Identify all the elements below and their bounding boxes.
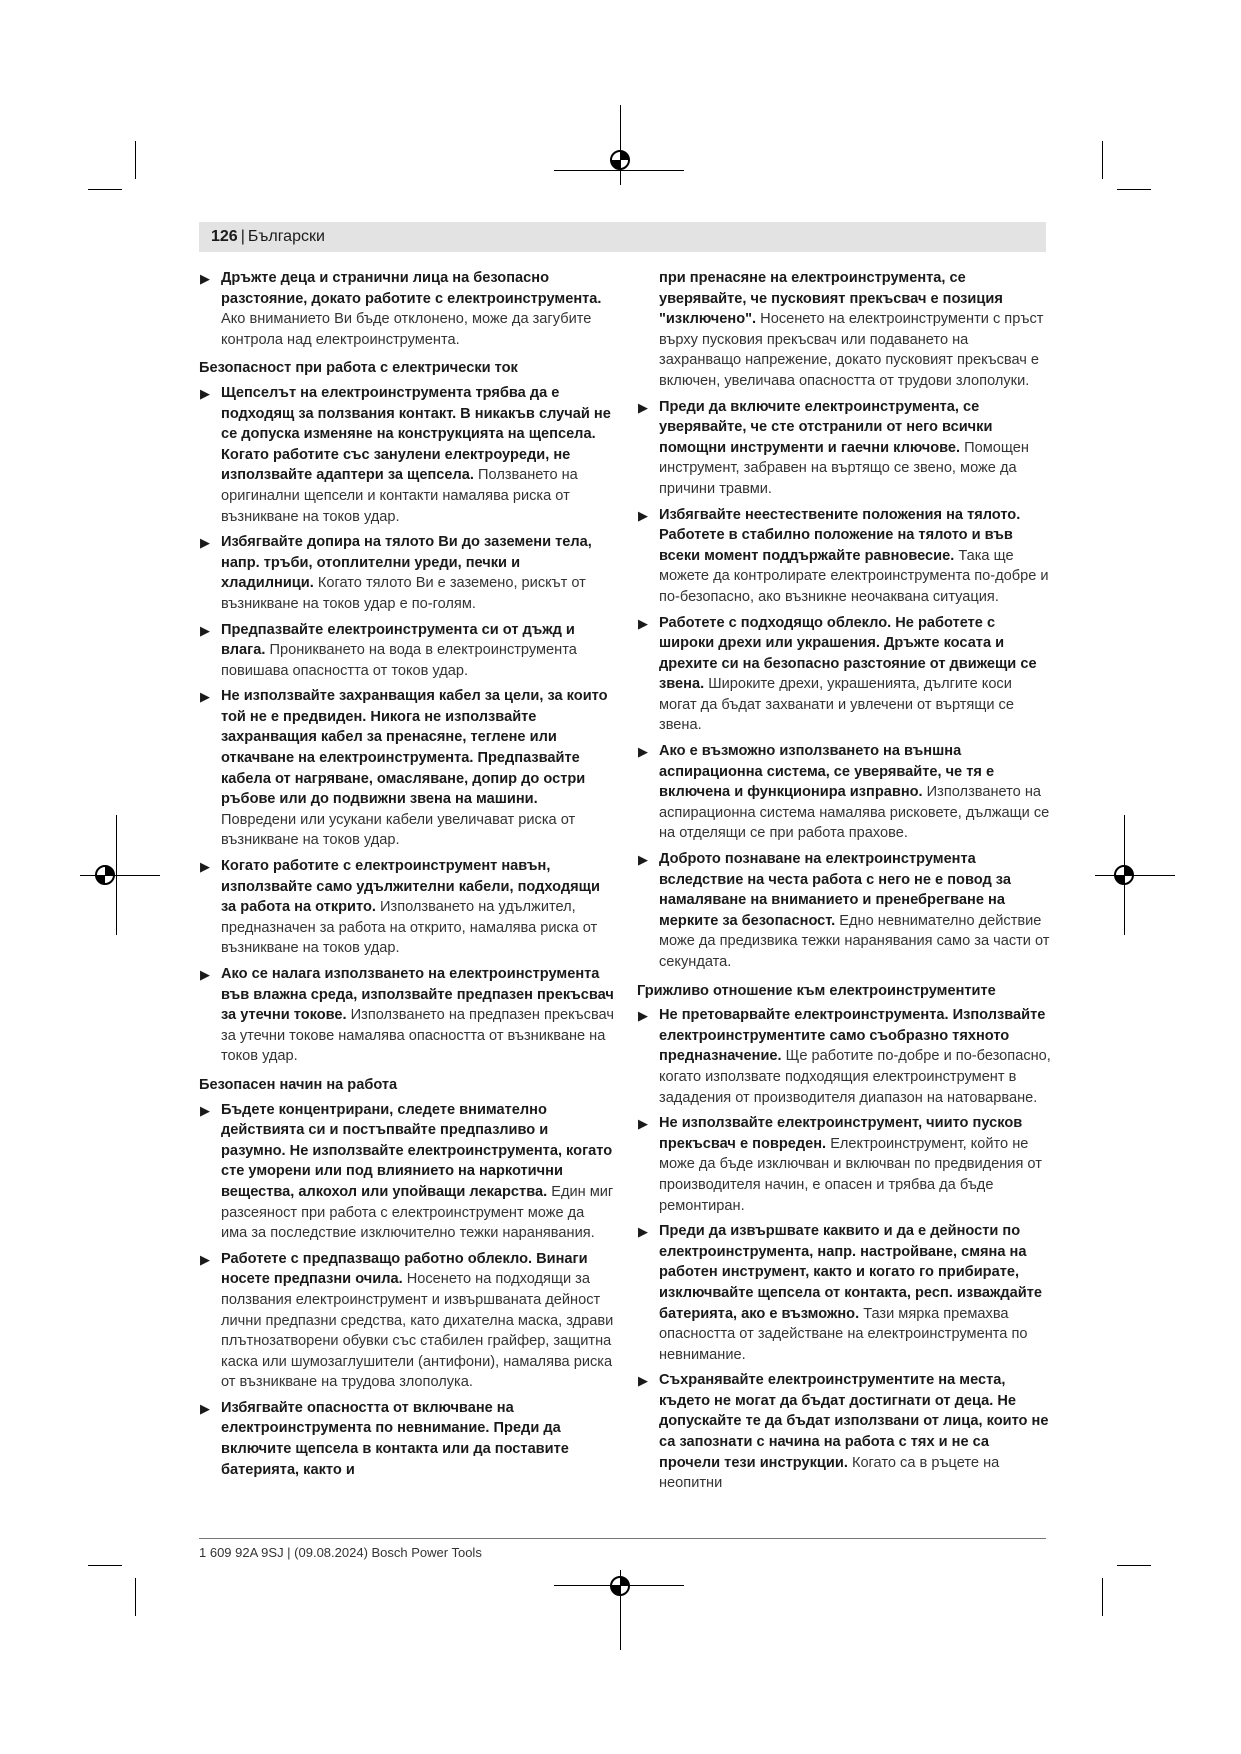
item-bold-text: Преди да включите електроинструмента, се уверявайте, че сте отстранили от него всички помощни инструменти и гаечни ключове. [659,398,993,456]
item-text: Носенето на подходящи за ползвания електроинструмент и извършваната дейност лични предпазни средства, като дихателна маска, здрави плътнозатворени обувки със стабилен грайфер, защитна каска или шумозаглушители (антифони), намалява риска от възникване на трудова злополука. [221,1271,614,1391]
item-text: Използването на аспирационна система намалява рисковете, дължащи се на отделящи се при работа прахове. [659,784,1050,842]
left-column [199,268,614,1485]
list-item [637,849,1052,973]
crop-mark [1117,189,1151,190]
bullet-arrow-icon: ▶ [200,535,210,551]
item-text: Ако вниманието Ви бъде отклонено, може да загубите контрола над електроинструмента. [221,311,592,348]
bullet-arrow-icon: ▶ [200,1400,210,1416]
bullet-arrow-icon: ▶ [200,859,210,875]
bullet-arrow-icon: ▶ [200,1251,210,1267]
item-bold-text: Съхранявайте електроинструментите на места, където не могат да бъдат достигнати от деца. Не допускайте те да бъдат използвани от лица, които не са запознати с начина на работа с тях и не са прочели тези инструкции. [659,1372,1049,1471]
item-bold-text: Работете с подходящо облекло. Не работете с широки дрехи или украшения. Дръжте косата и дрехите си на безопасно разстояние от движещи се звена. [659,614,1037,693]
item-text: Когато са в ръцете на неопитни [659,1454,1000,1492]
registration-line [620,105,621,185]
item-bold-text: Не претоварвайте електроинструмента. Използвайте електроинструментите само съобразно тяхното предназначение. [659,1007,1046,1065]
item-text: Така ще можете да контролирате електроинструмента по-добре и по-безопасно, ако възникне неочаквана ситуация. [659,547,1049,605]
list-item [199,1249,614,1393]
item-text: Ползването на оригинални щепсели и контакти намалява риска от възникване на токов удар. [221,467,578,525]
item-text: Ще работите по-добре и по-безопасно, когато използвате подходящия електроинструмент в зададения от производителя диапазон на натоварване. [659,1048,1051,1106]
item-text: Помощен инструмент, забравен на въртящо се звено, може да причини травми. [659,439,1029,497]
crop-mark [135,141,136,179]
section-title: Безопасност при работа с електрически ток [199,360,518,377]
registration-target-icon [609,149,631,171]
registration-target-icon [1113,864,1135,886]
item-text: Широките дрехи, украшенията, дългите коси могат да бъдат захванати и увлечени от въртящи се звена. [659,676,1014,734]
bullet-arrow-icon: ▶ [200,967,210,982]
item-text: Носенето на електроинструменти с пръст върху пусковия прекъсвач или подаването на захранващо напрежение, докато пусковият прекъсвач е включен, увеличава опасността от трудови злополуки. [659,311,1044,389]
item-text: Използването на удължител, предназначен за работа на открито, намалява риска от възникване на токов удар. [221,899,598,957]
header-separator: | [240,228,245,245]
list-item [199,1398,614,1480]
item-text: Един миг разсеяност при работа с електроинструмент може да има за последствие изключително тежки наранявания. [221,1183,614,1242]
header-language: Български [247,228,325,245]
item-bold-text: при пренасяне на електроинструмента, се уверявайте, че пусковият прекъсвач е позиция "изключено". [659,270,1003,328]
section-title: Безопасен начин на работа [199,1076,398,1093]
crop-mark [1102,1578,1103,1616]
crop-mark [88,1565,122,1566]
bullet-arrow-icon: ▶ [638,615,648,631]
item-bold-text: Бъдете концентрирани, следете внимателно действията си и постъпвайте предпазливо и разумно. Не използвайте електроинструмента, когато сте уморени или под влиянието на наркотични вещества, алкохол или упойващи лекарства. [221,1101,613,1200]
item-bold-text: Преди да извършвате каквито и да е дейности по електроинструмента, напр. настройване, смяна на работен инструмент, както и когато го прибирате, изключвайте щепсела от контакта, респ. изваждайте батерията, ако е възможно. [659,1223,1042,1322]
bullet-arrow-icon: ▶ [638,744,648,760]
list-item [637,1370,1052,1494]
registration-line [80,875,160,876]
list-item [637,1221,1052,1365]
list-item [637,1113,1052,1216]
list-item [199,383,614,527]
bullet-arrow-icon: ▶ [200,271,210,286]
list-item [637,397,1052,500]
registration-target-icon [94,864,116,886]
list-item [199,686,614,851]
item-bold-text: Когато работите с електроинструмент навън, използвайте само удължителни кабели, подходящи за работа на открито. [221,858,600,916]
crop-mark [88,189,122,190]
item-text: Използването на предпазен прекъсвач за утечни токове намалява опасността от възникване на токов удар. [221,1007,614,1065]
list-item [637,741,1052,844]
list-item [637,1005,1052,1108]
item-bold-text: Не използвайте електроинструмент, чиито пусков прекъсвач е повреден. [659,1115,1023,1152]
bullet-arrow-icon: ▶ [638,399,648,415]
list-item [199,268,614,350]
list-item [199,532,614,614]
list-item [199,620,614,682]
section-title: Грижливо отношение към електроинструментите [637,982,996,999]
crop-mark [135,1578,136,1616]
page-number: 126 [211,228,238,245]
continued-paragraph [637,268,1052,392]
bullet-arrow-icon: ▶ [638,1224,648,1240]
registration-line [1095,875,1175,876]
bullet-arrow-icon: ▶ [200,1102,210,1118]
bullet-arrow-icon: ▶ [200,385,210,401]
bullet-arrow-icon: ▶ [638,1373,648,1389]
item-bold-text: Ако е възможно използването на външна аспирационна система, се уверявайте, че тя е включена и функционира изправно. [659,743,995,801]
item-bold-text: Избягвайте неестествените положения на тялото. Работете в стабилно положение на тялото и във всеки момент поддържайте равновесие. [659,506,1021,564]
item-bold-text: Доброто познаване на електроинструмента вследствие на честа работа с него не е повод за намаляване на вниманието и пренебрегване на мерките за безопасност. [659,851,1011,929]
item-bold-text: Избягвайте опасността от включване на електроинструмента по невнимание. Преди да включите щепсела в контакта или да поставите батерията, както и [221,1399,569,1478]
item-text: Повредени или усукани кабели увеличават риска от възникване на токов удар. [221,811,576,849]
crop-mark [1102,141,1103,179]
item-bold-text: Ако се налага използването на електроинструмента във влажна среда, използвайте предпазен прекъсвач за утечни токове. [221,966,614,1024]
item-text: Тази мярка премахва опасността от задействане на електроинструмента по невнимание. [659,1305,1028,1363]
bullet-arrow-icon: ▶ [638,1116,648,1132]
bullet-arrow-icon: ▶ [638,507,648,523]
list-item [199,856,614,959]
item-bold-text: Не използвайте захранващия кабел за цели, за които той не е предвиден. Никога не използвайте захранващия кабел за пренасяне, теглене или откачване на електроинструмента. Предпазвайте кабела от нагряване, омасляване, допир до остри ръбове или до подвижни звена на машини. [221,688,608,808]
list-item [637,505,1052,608]
list-item [637,613,1052,737]
item-bold-text: Избягвайте допира на тялото Ви до заземени тела, напр. тръби, отоплителни уреди, печки и хладилници. [221,534,592,592]
page-header [199,222,1046,252]
list-item [199,1100,614,1244]
item-bold-text: Работете с предпазващо работно облекло. Винаги носете предпазни очила. [221,1250,588,1288]
bullet-arrow-icon: ▶ [200,689,210,705]
page-footer: 1 609 92A 9SJ | (09.08.2024) Bosch Power Tools [199,1545,482,1560]
footer-divider [199,1538,1046,1539]
registration-line [116,815,117,935]
item-text: Едно невнимателно действие може да предизвика тежки наранявания само за части от секундата. [659,912,1050,970]
item-bold-text: Щепселът на електроинструмента трябва да е подходящ за ползвания контакт. В никакъв случай не се допуска изменяне на конструкцията на щепсела. Когато работите със занулени електроуреди, не използвайте адаптери за щепсела. [221,384,611,484]
bullet-arrow-icon: ▶ [638,1008,648,1024]
right-column [637,268,1052,1499]
bullet-arrow-icon: ▶ [638,852,648,868]
registration-target-icon [609,1575,631,1597]
bullet-arrow-icon: ▶ [200,622,210,638]
list-item [199,964,614,1067]
item-text: Проникването на вода в електроинструмента повишава опасността от токов удар. [221,642,577,679]
item-bold-text: Предпазвайте електроинструмента си от дъжд и влага. [221,621,575,659]
item-text: Когато тялото Ви е заземено, рискът от възникване на токов удар е по-голям. [221,575,586,612]
crop-mark [1117,1565,1151,1566]
item-bold-text: Дръжте деца и странични лица на безопасно разстояние, докато работите с електроинструмента. [221,270,602,307]
item-text: Електроинструмент, който не може да бъде изключван и включван по предвидения от производителя начин, е опасен и трябва да бъде ремонтиран. [659,1135,1042,1214]
